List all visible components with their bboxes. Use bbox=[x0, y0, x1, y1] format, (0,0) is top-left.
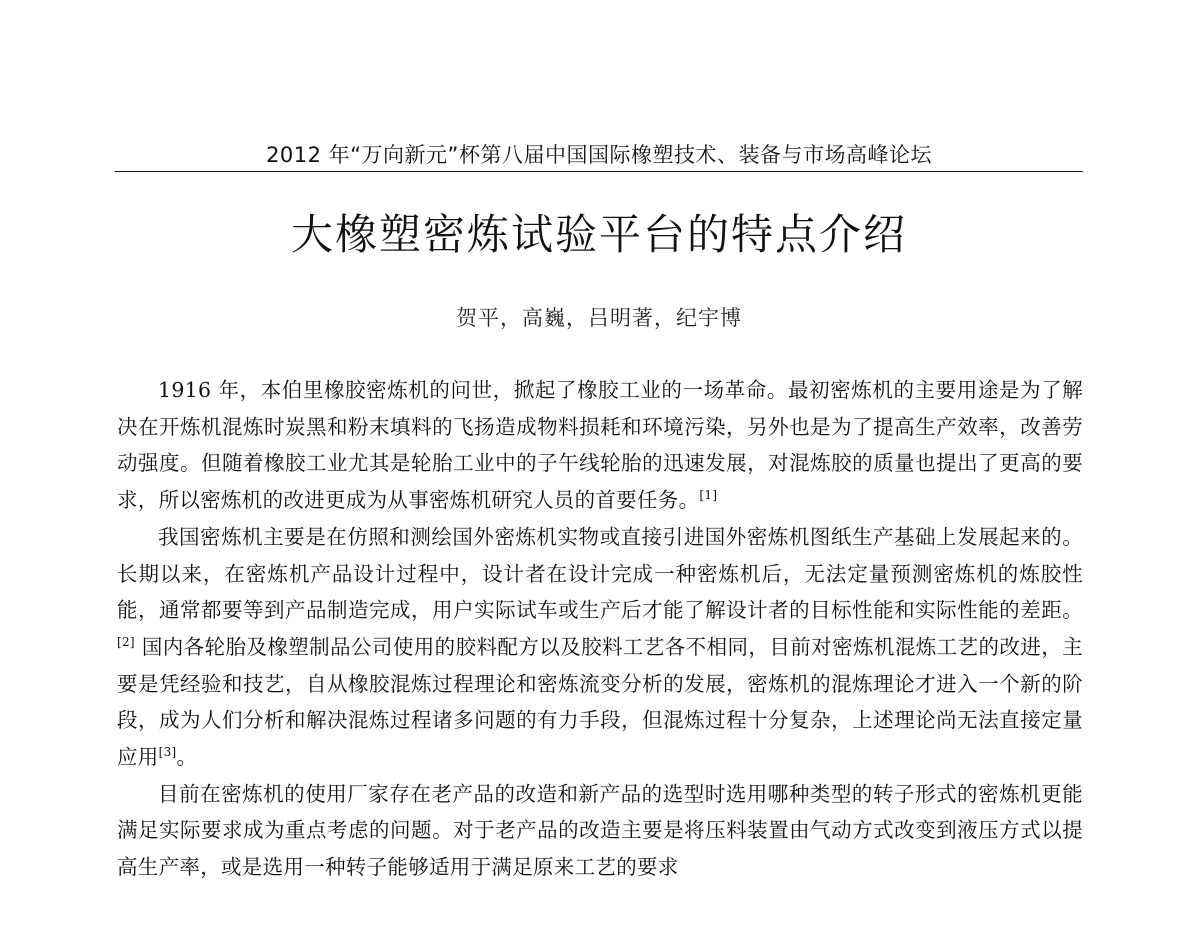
conference-header: 2012 年“万向新元”杯第八届中国国际橡塑技术、装备与市场高峰论坛 bbox=[266, 143, 932, 167]
paragraph-1 bbox=[117, 372, 1083, 519]
body-text bbox=[117, 372, 1083, 886]
paper-title: 大橡塑密炼试验平台的特点介绍 bbox=[290, 210, 907, 259]
citation-ref-1: [1] bbox=[699, 488, 718, 503]
paragraph-3 bbox=[117, 776, 1083, 886]
citation-ref-3: [3] bbox=[158, 745, 177, 760]
author-list: 贺平，高巍，吕明著，纪宇博 bbox=[456, 306, 742, 330]
paragraph-2 bbox=[117, 519, 1083, 776]
paragraph-2-text-b: 国内各轮胎及橡塑制品公司使用的胶料配方以及胶料工艺各不相同，目前对密炼机混炼工艺的改进，主要是凭经验和技艺，自从橡胶混炼过程理论和密炼流变分析的发展，密炼机的混炼理论才进入一个新的阶段，成为人们分析和解决混炼过程诸多问题的有力手段，但混炼过程十分复杂，上述理论尚无法直接定量应用 bbox=[117, 634, 1083, 770]
paragraph-1-text: 1916 年，本伯里橡胶密炼机的问世，掀起了橡胶工业的一场革命。最初密炼机的主要用途是为了解决在开炼机混炼时炭黑和粉末填料的飞扬造成物料损耗和环境污染，另外也是为了提高生产效率，改善劳动强度。但随着橡胶工业尤其是轮胎工业中的子午线轮胎的迅速发展，对混炼胶的质量也提出了更高的要求，所以密炼机的改进更成为从事密炼机研究人员的首要任务。 bbox=[117, 378, 1083, 513]
citation-ref-2: [2] bbox=[117, 635, 135, 650]
header-rule bbox=[115, 171, 1083, 172]
paragraph-2-text-a: 我国密炼机主要是在仿照和测绘国外密炼机实物或直接引进国外密炼机图纸生产基础上发展起来的。长期以来，在密炼机产品设计过程中，设计者在设计完成一种密炼机后，无法定量预测密炼机的炼胶性能，通常都要等到产品制造完成，用户实际试车或生产后才能了解设计者的目标性能和实际性能的差距。 bbox=[117, 524, 1083, 623]
paragraph-3-text: 目前在密炼机的使用厂家存在老产品的改造和新产品的选型时选用哪种类型的转子形式的密炼机更能满足实际要求成为重点考虑的问题。对于老产品的改造主要是将压料装置由气动方式改变到液压方式以提高生产率，或是选用一种转子能够适用于满足原来工艺的要求 bbox=[117, 781, 1083, 880]
paragraph-2-text-c: 。 bbox=[176, 745, 198, 770]
